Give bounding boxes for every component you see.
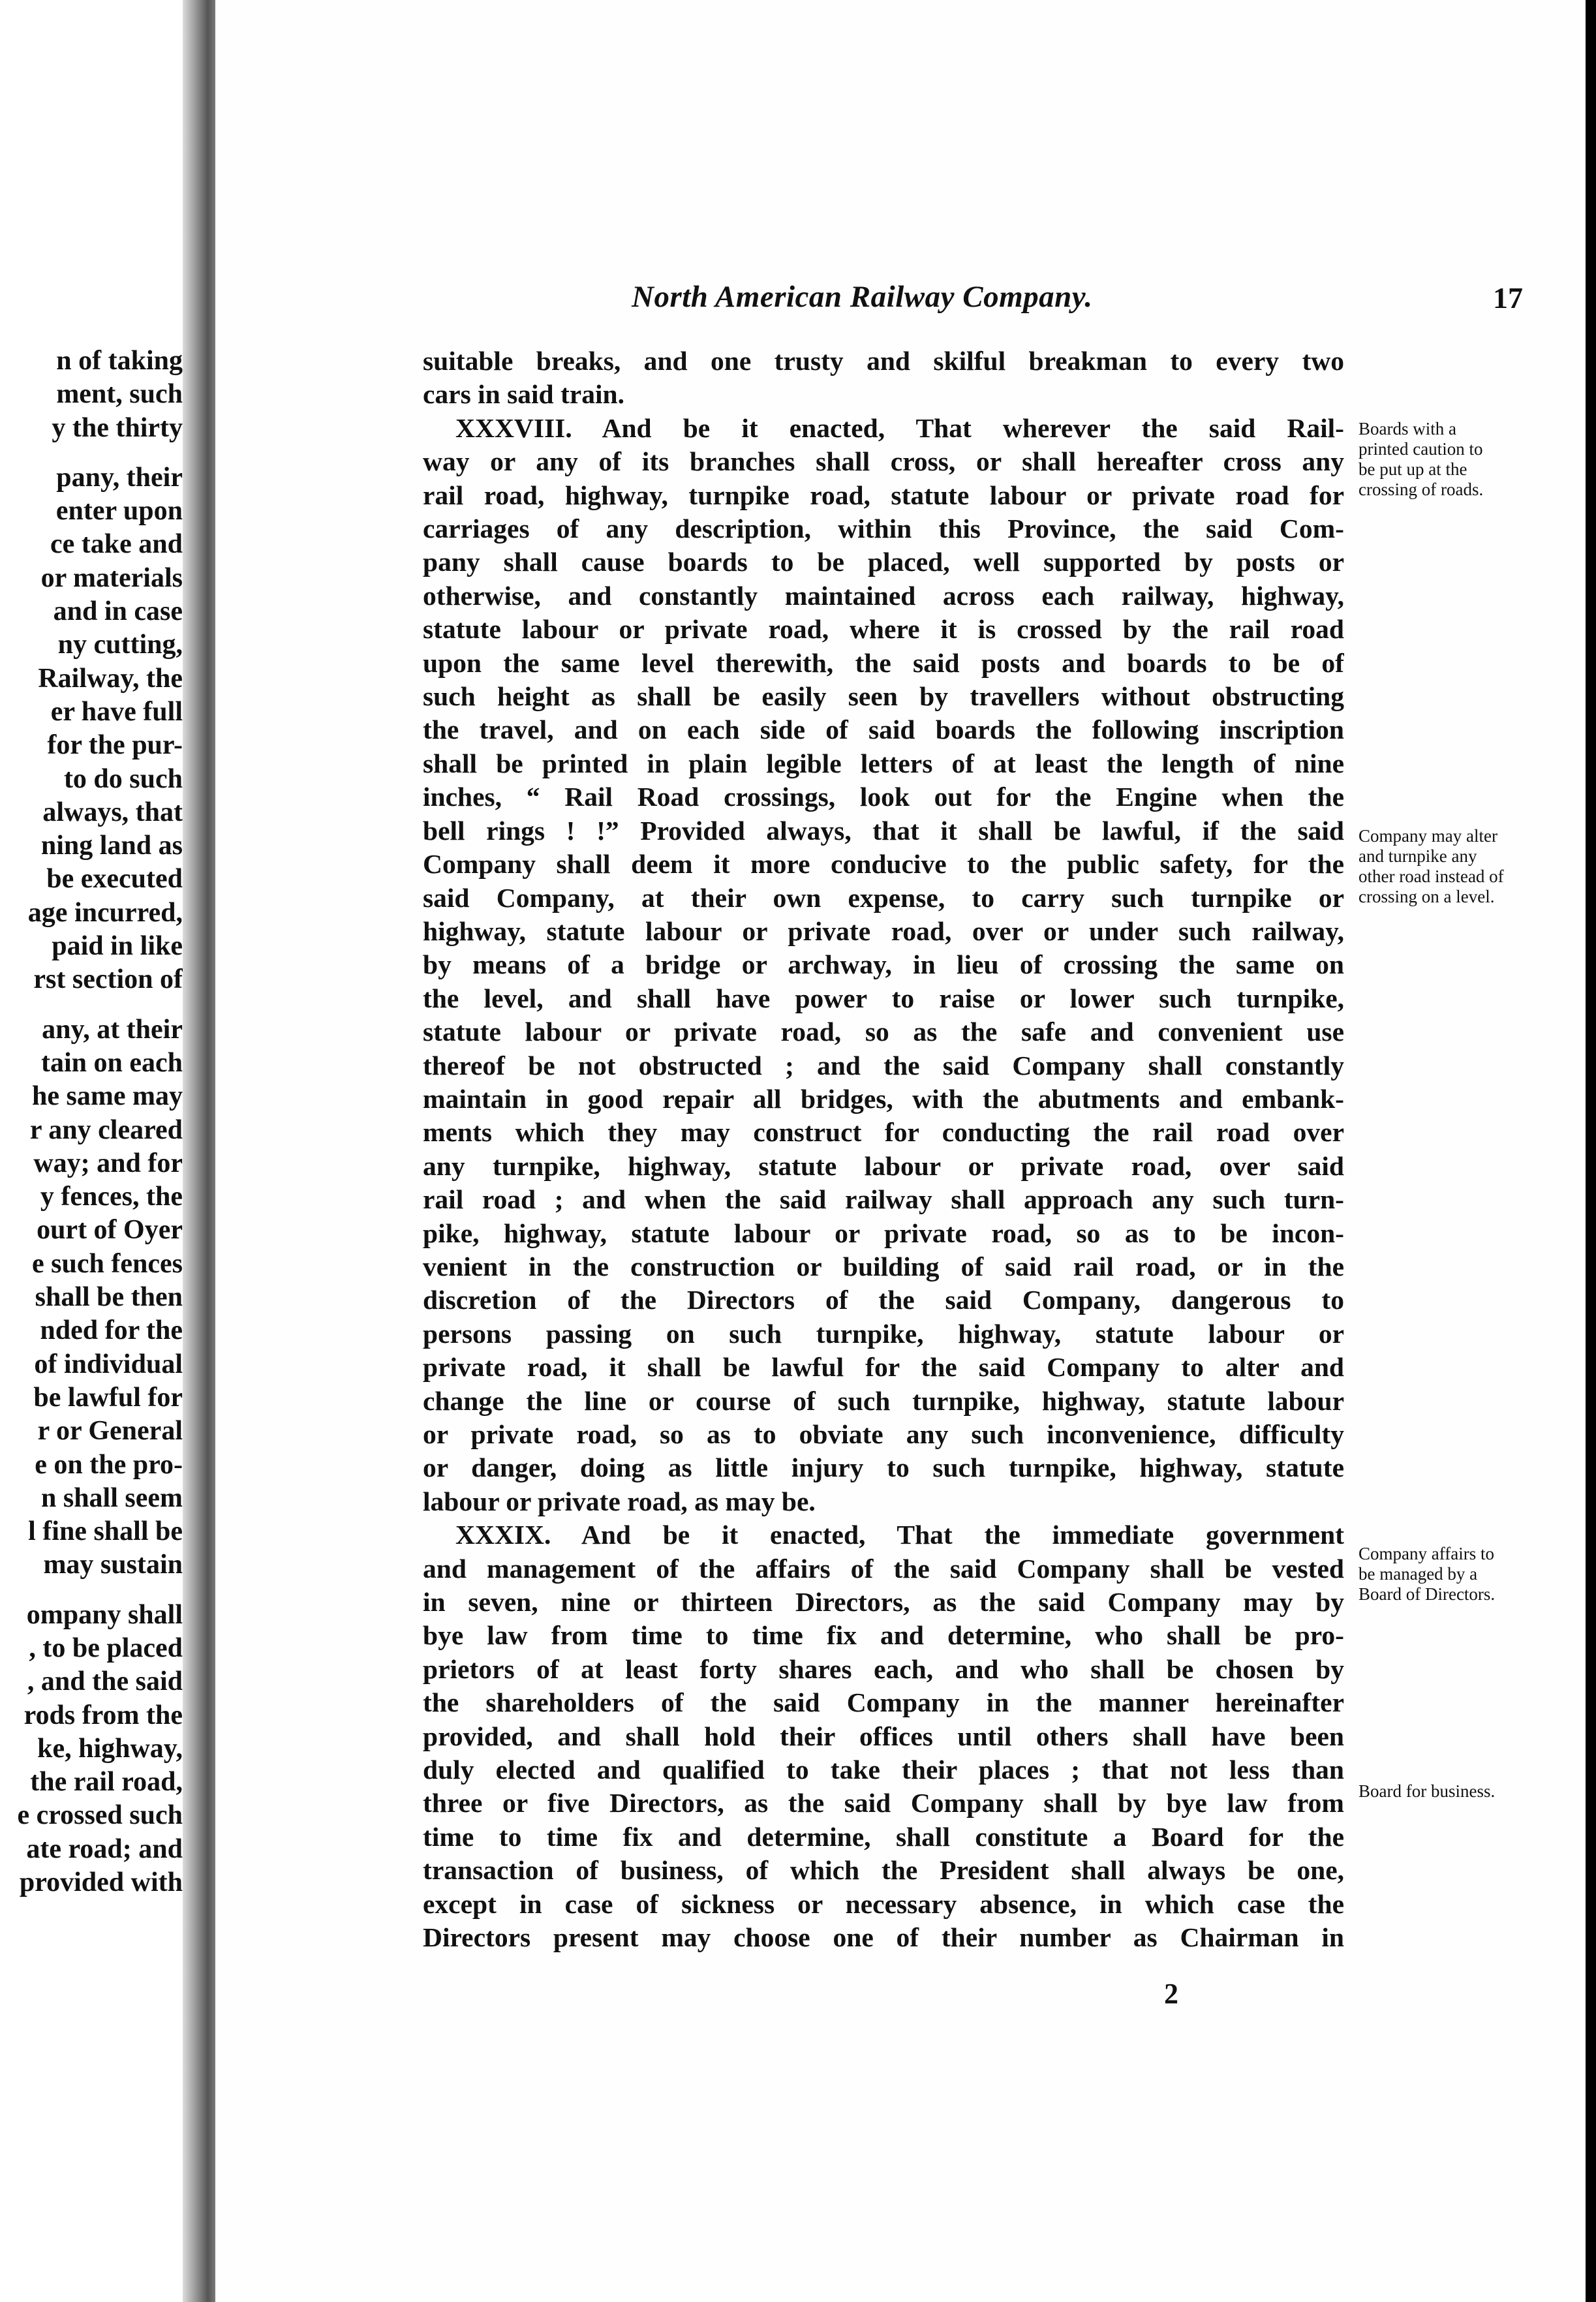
left-page-line: pany, their [56,462,183,493]
left-page-line [7,997,183,1013]
body-line: in seven, nine or thirteen Directors, as the said Company may by [423,1587,1344,1618]
body-line: and management of the affairs of the said Company shall be vested [423,1553,1344,1584]
left-page-line: ce take and [50,529,183,560]
left-page-line: ompany shall [26,1599,183,1630]
margin-note-directors [1358,1544,1574,1604]
left-page-line: way; and for [33,1148,183,1178]
body-line: pany shall cause boards to be placed, well supported by posts or [423,547,1344,577]
body-line: XXXVIII. And be it enacted, That wherever the said Rail- [455,412,1344,443]
body-line: labour or private road, as may be. [423,1486,816,1516]
page [215,0,1586,2302]
left-page-line: age incurred, [27,897,183,928]
left-page-line: rst section of [33,964,183,995]
left-page-line: any, at their [42,1014,183,1045]
body-line: Company shall deem it more conducive to the public safety, for the [423,849,1344,880]
body-line: three or five Directors, as the said Company shall by bye law from [423,1788,1344,1819]
left-page-line: provided with [19,1867,183,1898]
left-page-line: ny cutting, [57,630,183,660]
body-line: maintain in good repair all bridges, with the abutments and embank- [423,1083,1344,1114]
body-line: thereof be not obstructed ; and the said Company shall constantly [423,1050,1344,1081]
body-line: or private road, so as to obviate any such inconvenience, difficulty [423,1419,1344,1449]
body-line: provided, and shall hold their offices until others shall have been [423,1721,1344,1751]
body-line: statute labour or private road, so as the safe and convenient use [423,1017,1344,1047]
left-page-line: rods from the [23,1700,183,1730]
body-line: ments which they may construct for conducting the rail road over [423,1117,1344,1148]
body-line: suitable breaks, and one trusty and skilful breakman to every two [423,346,1344,376]
left-page-line: of individual [34,1349,183,1379]
body-line: bell rings ! !” Provided always, that it shall be lawful, if the said [423,815,1344,846]
body-line: rail road ; and when the said railway shall approach any such turn- [423,1184,1344,1215]
body-line: the level, and shall have power to raise or lower such turnpike, [423,983,1344,1013]
left-page-line: r any cleared [29,1114,183,1145]
margin-note-line: Board of Directors. [1358,1584,1496,1604]
left-page-line: n of taking [56,346,183,376]
margin-note-line: Boards with a [1358,419,1456,438]
body-line: otherwise, and constantly maintained across each railway, highway, [423,580,1344,611]
left-page-line: shall be then [35,1282,183,1313]
signature-mark: 2 [1164,1978,1178,2010]
body-line: time to time fix and determine, shall constitute a Board for the [423,1821,1344,1852]
margin-note-line: be managed by a [1358,1564,1478,1584]
body-text [423,345,1344,1955]
left-page-line: e crossed such [17,1800,183,1831]
body-line: way or any of its branches shall cross, or shall hereafter cross any [423,446,1344,477]
left-page-line: , to be placed [29,1633,183,1663]
left-page-line [7,1582,183,1599]
page-number: 17 [1493,281,1523,315]
left-page-line: e on the pro- [35,1449,183,1480]
body-line: shall be printed in plain legible letters of at least the length of nine [423,748,1344,778]
left-page-line: enter upon [55,496,183,527]
body-line: venient in the construction or building of said rail road, or in the [423,1251,1344,1281]
body-line: XXXIX. And be it enacted, That the immediate government [455,1520,1344,1550]
left-page-line: may sustain [43,1550,183,1580]
margin-note-alter-road [1358,826,1574,907]
body-line: prietors of at least forty shares each, and who shall be chosen by [423,1653,1344,1684]
body-line: the shareholders of the said Company in the manner hereinafter [423,1687,1344,1718]
left-page-line: r or General [37,1416,183,1447]
margin-note-board-business [1358,1781,1574,1802]
body-line: bye law from time to time fix and determine, who shall be pro- [423,1620,1344,1651]
body-line: by means of a bridge or archway, in lieu of crossing the same on [423,949,1344,980]
left-page-line: tain on each [40,1047,183,1078]
body-line: transaction of business, of which the President shall always be one, [423,1855,1344,1886]
left-page-line: he same may [32,1081,183,1112]
left-page-line: er have full [50,696,183,727]
body-line: highway, statute labour or private road, over or under such railway, [423,915,1344,946]
left-page-fragment [0,0,189,2302]
body-line: change the line or course of such turnpike, highway, statute labour [423,1385,1344,1416]
body-line: cars in said train. [423,379,624,410]
left-page-line: ment, such [56,379,183,410]
body-line: Directors present may choose one of their number as Chairman in [423,1922,1344,1953]
body-line: or danger, doing as little injury to such turnpike, highway, statute [423,1452,1344,1483]
margin-note-line: Board for business. [1358,1781,1496,1801]
margin-note-line: Company affairs to [1358,1544,1494,1563]
body-line: carriages of any description, within this Province, the said Com- [423,514,1344,544]
left-page-line: y the thirty [52,412,183,443]
left-page-line: ke, highway, [37,1733,183,1764]
running-head: North American Railway Company. [632,280,1093,314]
left-page-line: Railway, the [38,663,183,694]
left-page-line [7,445,183,461]
body-line: said Company, at their own expense, to carry such turnpike or [423,882,1344,913]
left-page-line: n shall seem [40,1482,183,1513]
body-line: the travel, and on each side of said boards the following inscription [423,714,1344,745]
margin-note-line: printed caution to [1358,439,1483,459]
left-page-line: y fences, the [40,1182,183,1212]
left-page-line: ourt of Oyer [37,1215,183,1246]
left-page-line: paid in like [52,931,183,962]
margin-note-line: Company may alter [1358,826,1497,846]
left-page-line: the rail road, [30,1767,183,1798]
body-line: except in case of sickness or necessary absence, in which case the [423,1888,1344,1919]
body-line: such height as shall be easily seen by travellers without obstructing [423,681,1344,712]
left-page-line: be lawful for [33,1382,183,1413]
margin-note-line: crossing on a level. [1358,887,1495,906]
left-page-line: nded for the [40,1315,183,1346]
body-line: pike, highway, statute labour or private road, so as to be incon- [423,1218,1344,1248]
margin-note-line: be put up at the [1358,459,1467,479]
body-line: statute labour or private road, where it is crossed by the rail road [423,614,1344,645]
left-page-line: be executed [46,864,183,895]
body-line: discretion of the Directors of the said Company, dangerous to [423,1285,1344,1315]
body-line: duly elected and qualified to take their places ; that not less than [423,1755,1344,1785]
body-line: persons passing on such turnpike, highway, statute labour or [423,1318,1344,1349]
body-line: inches, “ Rail Road crossings, look out for the Engine when the [423,782,1344,812]
left-page-line: and in case [53,596,183,627]
margin-note-line: and turnpike any [1358,846,1477,866]
left-page-line: e such fences [32,1248,183,1279]
left-page-line: or materials [40,562,183,593]
left-page-line: ate road; and [26,1834,183,1864]
margin-note-line: other road instead of [1358,867,1504,886]
margin-note-line: crossing of roads. [1358,480,1484,499]
left-page-line: l fine shall be [28,1516,183,1547]
left-page-line: to do such [63,763,183,794]
body-line: rail road, highway, turnpike road, statute labour or private road for [423,480,1344,510]
margin-note-boards [1358,419,1574,500]
left-page-line: for the pur- [47,730,183,761]
body-line: private road, it shall be lawful for the said Company to alter and [423,1352,1344,1383]
left-page-line: ning land as [40,831,183,861]
left-page-text [7,345,183,1899]
body-line: any turnpike, highway, statute labour or private road, over said [423,1150,1344,1181]
body-line: upon the same level therewith, the said posts and boards to be of [423,647,1344,678]
left-page-line: , and the said [27,1666,183,1697]
left-page-line: always, that [42,797,183,827]
